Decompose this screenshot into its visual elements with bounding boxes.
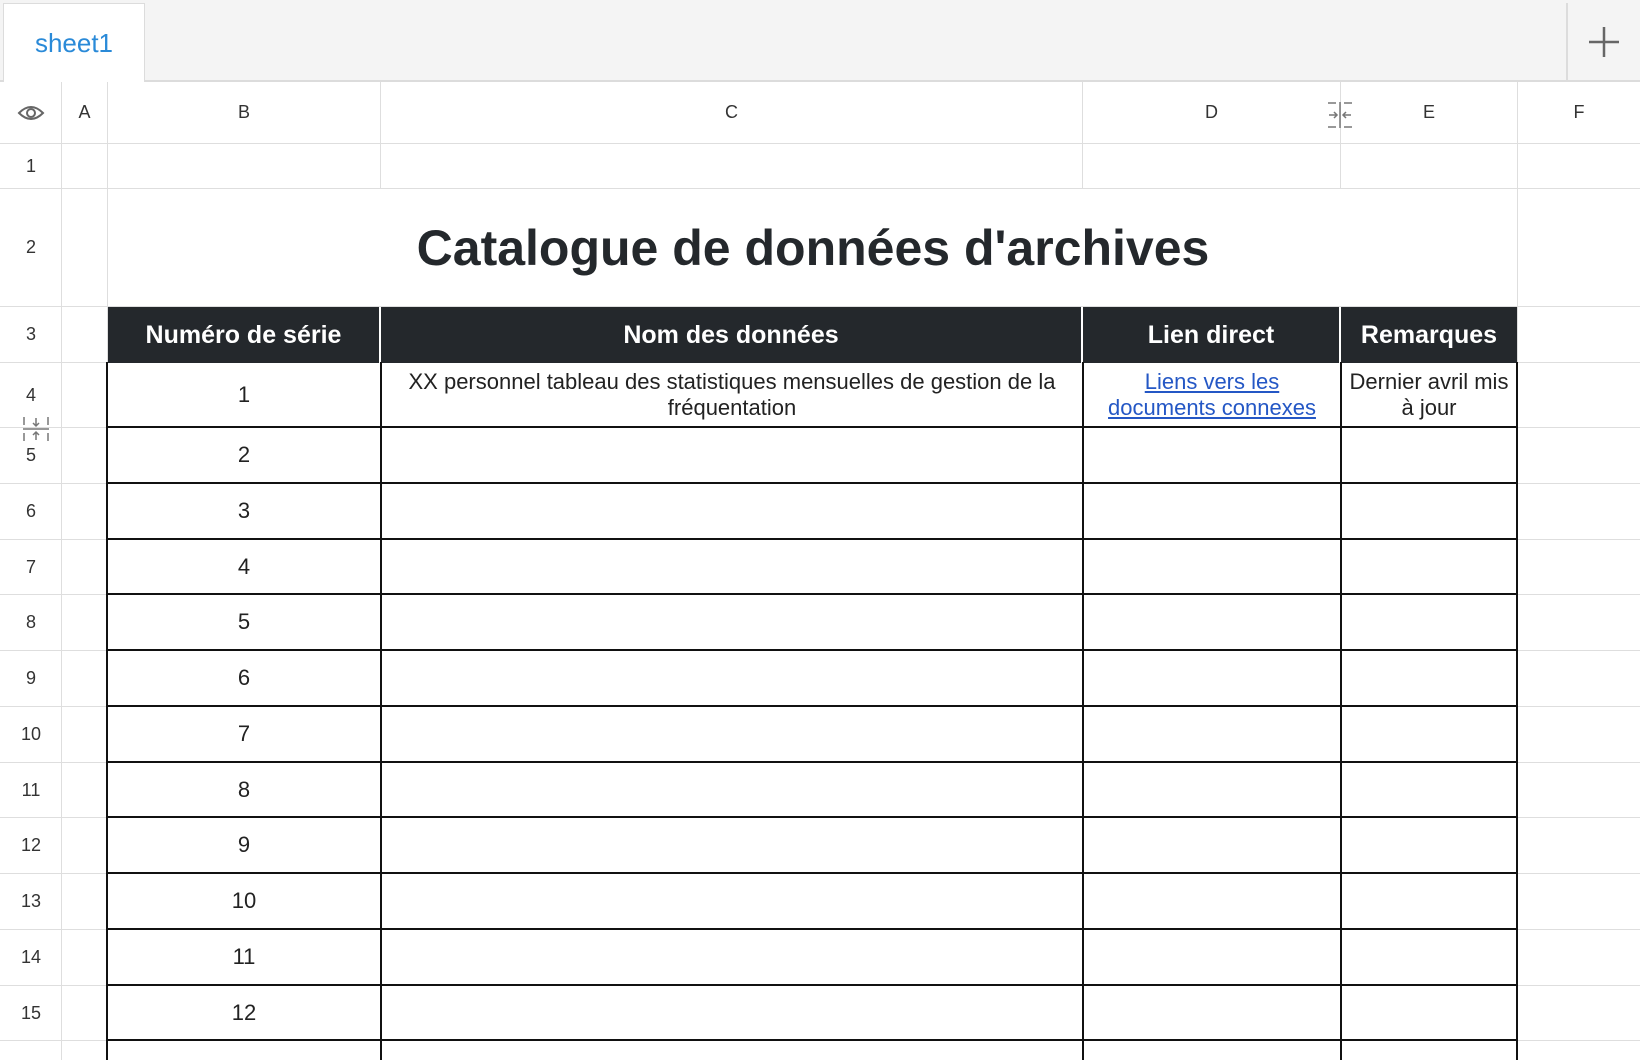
- plus-icon: [1587, 25, 1621, 59]
- row-header[interactable]: 5: [25, 445, 36, 465]
- column-header-d[interactable]: D: [1205, 102, 1218, 122]
- table-border: [106, 1039, 1518, 1041]
- row-header[interactable]: 14: [20, 947, 42, 967]
- row-header[interactable]: 11: [21, 779, 41, 800]
- sheet-tab-bar: [0, 0, 1640, 82]
- sheet-title[interactable]: Catalogue de données d'archives: [416, 220, 1210, 276]
- row-header[interactable]: 2: [25, 237, 36, 257]
- eye-icon: [17, 103, 45, 123]
- row-header[interactable]: 7: [25, 556, 36, 577]
- related-documents-link[interactable]: Liens vers les documents connexes: [1108, 369, 1316, 420]
- toggle-visibility-button[interactable]: [0, 82, 62, 143]
- table-cell-serial[interactable]: 6: [237, 665, 251, 690]
- table-border: [1340, 362, 1342, 1060]
- column-header-c[interactable]: C: [725, 102, 738, 122]
- table-cell-serial[interactable]: 2: [237, 442, 251, 467]
- row-header[interactable]: 9: [25, 668, 36, 688]
- table-border: [1516, 362, 1518, 1060]
- row-header[interactable]: 8: [25, 612, 36, 632]
- table-header-remarks[interactable]: Remarques: [1341, 307, 1517, 363]
- table-cell-remarks[interactable]: Dernier avril mis à jour: [1349, 369, 1509, 420]
- column-header-a[interactable]: A: [78, 102, 91, 122]
- table-header-serial[interactable]: Numéro de série: [108, 307, 381, 363]
- table-cell-serial[interactable]: 11: [232, 944, 256, 969]
- tab-sheet1[interactable]: sheet1: [3, 3, 145, 82]
- table-cell-name[interactable]: XX personnel tableau des statistiques mensuelles de gestion de la fréquentation: [408, 369, 1056, 420]
- column-header-f[interactable]: F: [1573, 102, 1585, 122]
- table-cell-link[interactable]: [1084, 364, 1340, 426]
- column-header-b[interactable]: B: [237, 102, 250, 122]
- table-cell-serial[interactable]: 3: [237, 498, 251, 523]
- table-cell-serial[interactable]: 9: [237, 832, 251, 857]
- row-header[interactable]: 4: [25, 384, 36, 405]
- table-header-name[interactable]: Nom des données: [381, 307, 1083, 363]
- row-header[interactable]: 13: [20, 891, 42, 911]
- table-cell-serial[interactable]: 5: [237, 609, 251, 634]
- row-header[interactable]: 15: [20, 1002, 42, 1023]
- table-cell-serial[interactable]: 4: [237, 553, 251, 579]
- row-header[interactable]: 1: [25, 155, 36, 176]
- column-header-e[interactable]: E: [1422, 102, 1435, 122]
- table-cell-serial[interactable]: 10: [231, 888, 257, 913]
- row-header[interactable]: 3: [25, 324, 36, 344]
- row-header[interactable]: 10: [20, 724, 42, 744]
- table-header-link[interactable]: Lien direct: [1083, 307, 1341, 363]
- table-cell-serial[interactable]: 7: [237, 721, 251, 746]
- add-sheet-button[interactable]: [1568, 3, 1640, 80]
- row-header[interactable]: 12: [20, 835, 42, 855]
- table-cell-serial[interactable]: 1: [237, 382, 251, 407]
- table-border: [380, 362, 382, 1060]
- row-header[interactable]: 6: [25, 501, 36, 521]
- table-cell-serial[interactable]: 8: [237, 776, 251, 802]
- table-border: [1082, 362, 1084, 1060]
- row-resize-icon[interactable]: [23, 415, 49, 443]
- column-resize-icon[interactable]: [1326, 102, 1354, 128]
- table-cell-serial[interactable]: 12: [231, 999, 257, 1025]
- gridline: [0, 143, 1640, 144]
- spreadsheet-grid: [0, 82, 1640, 1060]
